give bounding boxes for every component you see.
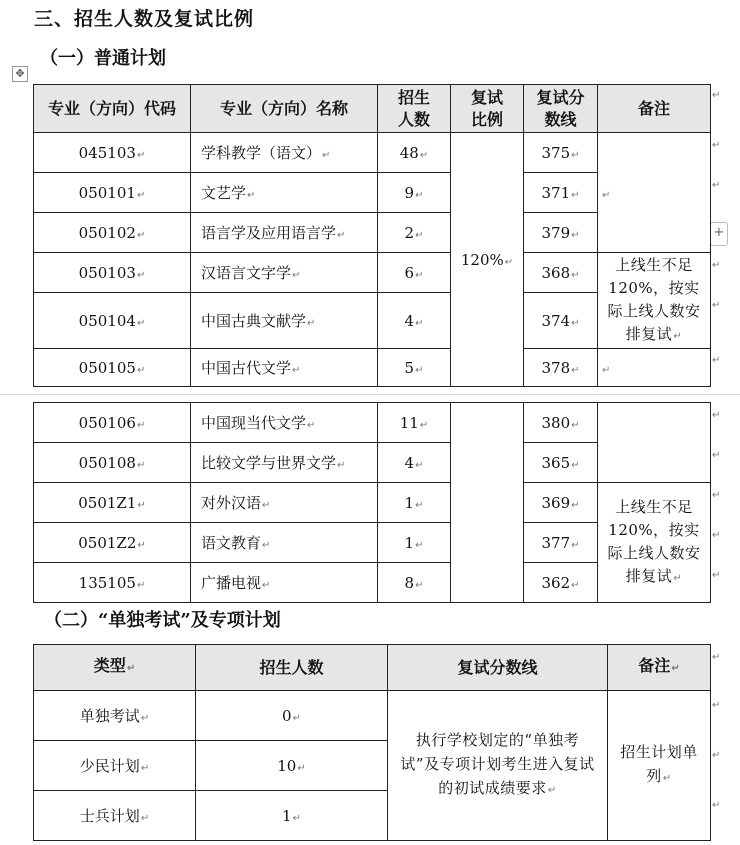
return-arrow-icon: ↵ [337,230,346,241]
return-arrow-icon: ↵ [712,800,721,811]
return-arrow-icon: ↵ [419,419,429,431]
return-arrow-icon: ↵ [292,365,301,376]
return-arrow-icon: ↵ [415,499,424,511]
return-arrow-icon: ↵ [415,317,424,329]
return-arrow-icon: ↵ [262,540,271,551]
cell-count: 4↵ [378,293,451,349]
cell-name: 学科教学（语文）↵ [191,133,378,173]
cell-code: 135105↵ [34,563,191,603]
table-row [34,349,711,387]
cell-code: 050102↵ [34,213,191,253]
cell-score: 377↵ [524,523,598,563]
return-arrow-icon: ↵ [673,330,683,342]
return-arrow-icon: ↵ [571,459,580,471]
cell-score: 369↵ [524,483,598,523]
return-arrow-icon: ↵ [307,420,316,431]
return-arrow-icon: ↵ [571,539,580,551]
cell-name: 语言学及应用语言学↵ [191,213,378,253]
return-arrow-icon: ↵ [297,762,306,774]
header-count: 招生人数 [196,645,388,691]
return-arrow-icon: ↵ [126,663,136,674]
return-arrow-icon: ↵ [712,652,721,663]
subsection-title-general: （一）普通计划 [40,48,166,69]
return-arrow-icon: ↵ [136,269,146,281]
return-arrow-icon: ↵ [602,189,611,201]
header-name: 专业（方向）名称 [191,85,378,133]
return-arrow-icon: ↵ [415,539,424,551]
cell-count: 1↵ [378,523,451,563]
return-arrow-icon: ↵ [136,189,146,201]
special-plan-table [33,644,711,841]
cell-count: 1↵ [196,791,388,841]
cell-name: 中国古代文学↵ [191,349,378,387]
cell-note: 上线生不足120%，按实际上线人数安排复试↵ [598,483,711,603]
return-arrow-icon: ↵ [415,579,424,591]
cell-score: 371↵ [524,173,598,213]
return-arrow-icon: ↵ [712,300,721,311]
cell-name: 汉语言文字学↵ [191,253,378,293]
cell-count: 5↵ [378,349,451,387]
cell-ratio-empty [451,403,524,603]
cell-code: 045103↵ [34,133,191,173]
return-arrow-icon: ↵ [292,812,301,824]
cell-note: 招生计划单列↵ [608,691,711,841]
header-type: 类型↵ [34,645,196,691]
subsection-title-special: （二）“单独考试”及专项计划 [44,610,281,631]
table-row [34,403,711,443]
return-arrow-icon: ↵ [292,712,301,724]
return-arrow-icon: ↵ [136,317,146,329]
cell-score: 365↵ [524,443,598,483]
table-row [34,133,711,173]
table-header-row [34,85,711,133]
return-arrow-icon: ↵ [415,269,424,281]
return-arrow-icon: ↵ [712,450,721,461]
cell-type: 少民计划↵ [34,741,196,791]
table-row [34,691,711,741]
return-arrow-icon: ↵ [137,539,146,551]
cell-name: 比较文学与世界文学↵ [191,443,378,483]
return-arrow-icon: ↵ [322,150,331,161]
return-arrow-icon: ↵ [136,364,146,376]
cell-note-empty [598,133,711,253]
cell-count: 11↵ [378,403,451,443]
cell-name: 对外汉语↵ [191,483,378,523]
cell-type: 士兵计划↵ [34,791,196,841]
return-arrow-icon: ↵ [140,713,150,724]
return-arrow-icon: ↵ [602,364,611,376]
return-arrow-icon: ↵ [671,663,680,674]
cell-count: 6↵ [378,253,451,293]
table-header-row [34,645,711,691]
cell-count: 2↵ [378,213,451,253]
cell-score-note: 执行学校划定的“单独考试”及专项计划考生进入复试的初试成绩要求↵ [388,691,608,841]
return-arrow-icon: ↵ [136,229,146,241]
return-arrow-icon: ↵ [571,499,580,511]
cell-score: 374↵ [524,293,598,349]
cell-name: 中国古典文献学↵ [191,293,378,349]
return-arrow-icon: ↵ [137,499,146,511]
return-arrow-icon: ↵ [571,229,580,241]
cell-code: 050108↵ [34,443,191,483]
table-row [34,253,711,293]
cell-name: 广播电视↵ [191,563,378,603]
cell-count: 9↵ [378,173,451,213]
return-arrow-icon: ↵ [262,500,271,511]
return-arrow-icon: ↵ [712,260,721,271]
return-arrow-icon: ↵ [712,140,721,151]
return-arrow-icon: ↵ [712,570,721,581]
cell-code: 050104↵ [34,293,191,349]
cell-code: 050106↵ [34,403,191,443]
return-arrow-icon: ↵ [504,256,514,268]
return-arrow-icon: ↵ [136,459,146,471]
header-note: 备注↵ [608,645,711,691]
cell-count: 1↵ [378,483,451,523]
return-arrow-icon: ↵ [712,530,721,541]
return-arrow-icon: ↵ [337,460,346,471]
cell-name: 语文教育↵ [191,523,378,563]
cell-type: 单独考试↵ [34,691,196,741]
cell-score: 379↵ [524,213,598,253]
return-arrow-icon: ↵ [571,364,580,376]
return-arrow-icon: ↵ [712,355,721,366]
cell-score: 378↵ [524,349,598,387]
return-arrow-icon: ↵ [140,763,150,774]
cell-code: 050103↵ [34,253,191,293]
cell-score: 368↵ [524,253,598,293]
header-score: 复试分数线 [524,85,598,133]
cell-code: 0501Z2↵ [34,523,191,563]
return-arrow-icon: ↵ [571,579,580,591]
return-arrow-icon: ↵ [712,700,721,711]
return-arrow-icon: ↵ [415,459,424,471]
return-arrow-icon: ↵ [571,189,580,201]
return-arrow-icon: ↵ [292,270,301,281]
cell-ratio: 120%↵ [451,133,524,387]
cell-code: 050101↵ [34,173,191,213]
return-arrow-icon: ↵ [673,572,683,584]
move-handle-icon[interactable]: ✥ [12,66,28,82]
cell-count: 4↵ [378,443,451,483]
plus-icon[interactable]: + [710,222,728,246]
return-arrow-icon: ↵ [712,410,721,421]
return-arrow-icon: ↵ [136,149,146,161]
return-arrow-icon: ↵ [547,785,557,796]
cell-score: 362↵ [524,563,598,603]
return-arrow-icon: ↵ [571,149,580,161]
return-arrow-icon: ↵ [712,90,721,101]
return-arrow-icon: ↵ [247,190,256,201]
header-ratio: 复试比例 [451,85,524,133]
return-arrow-icon: ↵ [571,317,580,329]
section-title: 三、招生人数及复试比例 [34,8,255,30]
cell-score: 380↵ [524,403,598,443]
return-arrow-icon: ↵ [415,229,424,241]
return-arrow-icon: ↵ [136,419,146,431]
general-plan-table-part2 [33,402,711,603]
cell-count: 8↵ [378,563,451,603]
table-row [34,483,711,523]
header-code: 专业（方向）代码 [34,85,191,133]
return-arrow-icon: ↵ [136,579,146,591]
return-arrow-icon: ↵ [712,180,721,191]
return-arrow-icon: ↵ [140,813,150,824]
return-arrow-icon: ↵ [662,773,672,784]
header-note: 备注 [598,85,711,133]
page-break-line [0,394,740,395]
return-arrow-icon: ↵ [415,189,424,201]
return-arrow-icon: ↵ [712,490,721,501]
return-arrow-icon: ↵ [307,318,316,329]
return-arrow-icon: ↵ [419,149,429,161]
cell-count: 10↵ [196,741,388,791]
cell-count: 0↵ [196,691,388,741]
header-count: 招生人数 [378,85,451,133]
cell-count: 48↵ [378,133,451,173]
return-arrow-icon: ↵ [262,580,271,591]
cell-code: 0501Z1↵ [34,483,191,523]
cell-note-empty [598,403,711,483]
cell-code: 050105↵ [34,349,191,387]
cell-name: 文艺学↵ [191,173,378,213]
cell-score: 375↵ [524,133,598,173]
cell-note: 上线生不足120%，按实际上线人数安排复试↵ [598,253,711,349]
return-arrow-icon: ↵ [415,364,424,376]
return-arrow-icon: ↵ [571,419,580,431]
cell-name: 中国现当代文学↵ [191,403,378,443]
header-score: 复试分数线 [388,645,608,691]
return-arrow-icon: ↵ [712,750,721,761]
return-arrow-icon: ↵ [571,269,580,281]
general-plan-table-part1 [33,84,711,387]
cell-note-empty [598,349,711,387]
